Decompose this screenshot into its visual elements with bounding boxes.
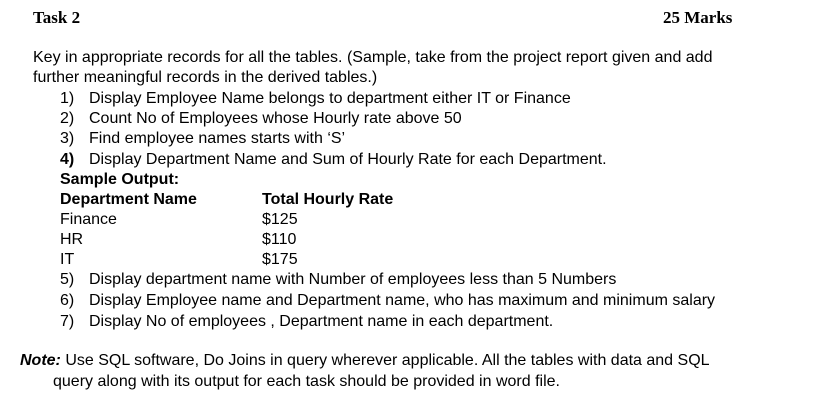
sample-output-label: Sample Output: [60,171,180,188]
table-cell-total: $110 [262,231,297,248]
list-item-number: 7) [60,313,75,330]
column-header-department: Department Name [60,191,197,208]
list-item-number: 1) [60,90,75,107]
list-item-text: Display department name with Number of employees less than 5 Numbers [89,271,617,288]
list-item-text: Display Employee Name belongs to department either IT or Finance [89,90,571,107]
table-cell-department: IT [60,251,75,268]
list-item-text: Count No of Employees whose Hourly rate above 50 [89,110,462,127]
list-item-number: 2) [60,110,75,127]
note-line-1 [20,352,710,370]
intro-line-1: Key in appropriate records for all the tables. (Sample, take from the project report given and add [33,49,713,66]
note-text-1: Use SQL software, Do Joins in query wherever applicable. All the tables with data and SQL [60,352,710,369]
list-item-text: Find employee names starts with ‘S’ [89,130,346,147]
note-line-2: query along with its output for each task should be provided in word file. [53,373,560,390]
list-item-text: Display No of employees , Department name in each department. [89,313,554,330]
table-cell-department: Finance [60,211,117,228]
intro-line-2: further meaningful records in the derived tables.) [33,69,378,86]
list-item-text: Display Employee name and Department name, who has maximum and minimum salary [89,292,716,309]
note-label: Note: [20,352,61,369]
list-item-number: 6) [60,292,75,309]
list-item-text: Display Department Name and Sum of Hourly Rate for each Department. [89,151,607,168]
table-cell-total: $175 [262,251,298,268]
table-cell-total: $125 [262,211,298,228]
column-header-total: Total Hourly Rate [262,191,394,208]
task-marks: 25 Marks [663,8,733,27]
list-item-number: 5) [60,271,75,288]
list-item-number: 3) [60,130,75,147]
list-item-number: 4) [60,151,75,168]
task-title: Task 2 [33,8,81,27]
table-cell-department: HR [60,231,84,248]
